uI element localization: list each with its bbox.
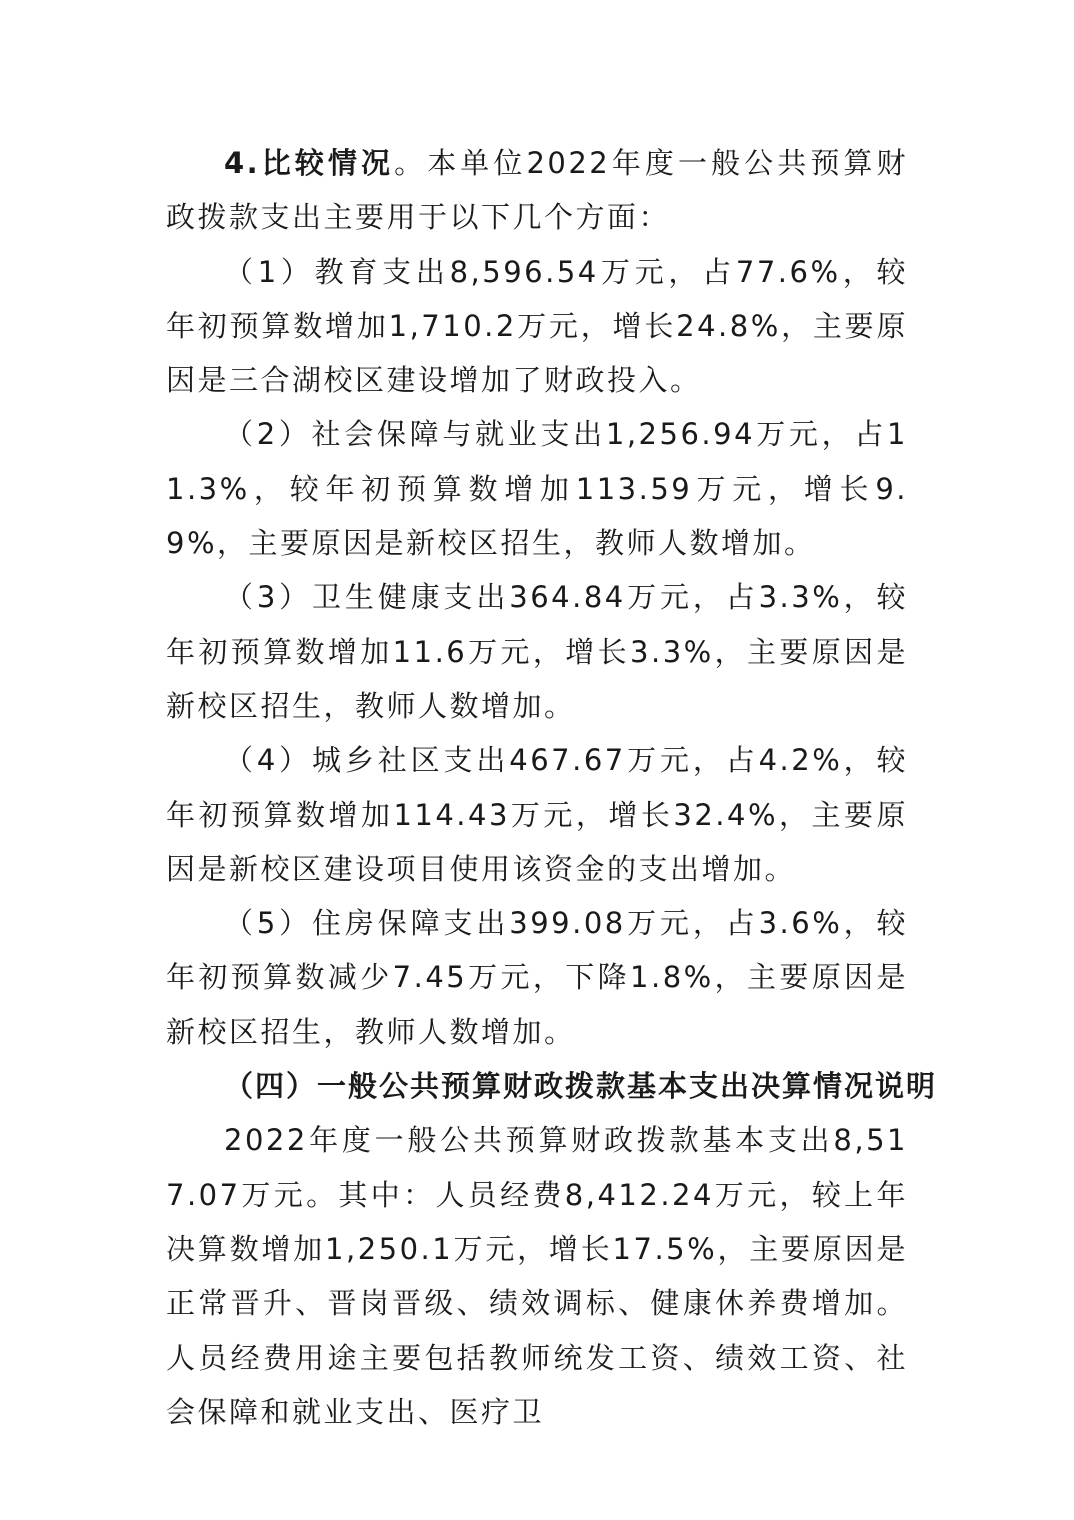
item-housing: （5）住房保障支出399.08万元，占3.6%，较年初预算数减少7.45万元，下降1.8%，主要原因是新校区招生，教师人数增加。 — [166, 906, 908, 1049]
section-heading: （四）一般公共预算财政拨款基本支出决算情况说明 — [224, 1069, 938, 1104]
basic-expense-paragraph: 2022年度一般公共预算财政拨款基本支出8,517.07万元。其中：人员经费8,412.24万元，较上年决算数增加1,250.1万元，增长17.5%，主要原因是正常晋升、晋岗晋级、绩效调标、健康休养费增加。人员经费用途主要包括教师统发工资、绩效工资、社会保障和就业支出、医疗卫 — [166, 1123, 908, 1429]
document-page — [166, 136, 938, 1439]
item-health: （3）卫生健康支出364.84万元，占3.3%，较年初预算数增加11.6万元，增长3.3%，主要原因是新校区招生，教师人数增加。 — [166, 580, 908, 723]
item-urban-rural: （4）城乡社区支出467.67万元，占4.2%，较年初预算数增加114.43万元，增长32.4%，主要原因是新校区建设项目使用该资金的支出增加。 — [166, 743, 908, 886]
comparison-paragraph — [166, 136, 908, 245]
item-education: （1）教育支出8,596.54万元，占77.6%，较年初预算数增加1,710.2万元，增长24.8%，主要原因是三合湖校区建设增加了财政投入。 — [166, 254, 908, 398]
item-social-security: （2）社会保障与就业支出1,256.94万元，占11.3%，较年初预算数增加113.59万元，增长9.9%，主要原因是新校区招生，教师人数增加。 — [166, 417, 908, 561]
comparison-text: 。本单位2022年度一般公共预算财政拨款支出主要用于以下几个方面： — [166, 146, 908, 235]
comparison-lead: 4.比较情况 — [224, 146, 395, 180]
